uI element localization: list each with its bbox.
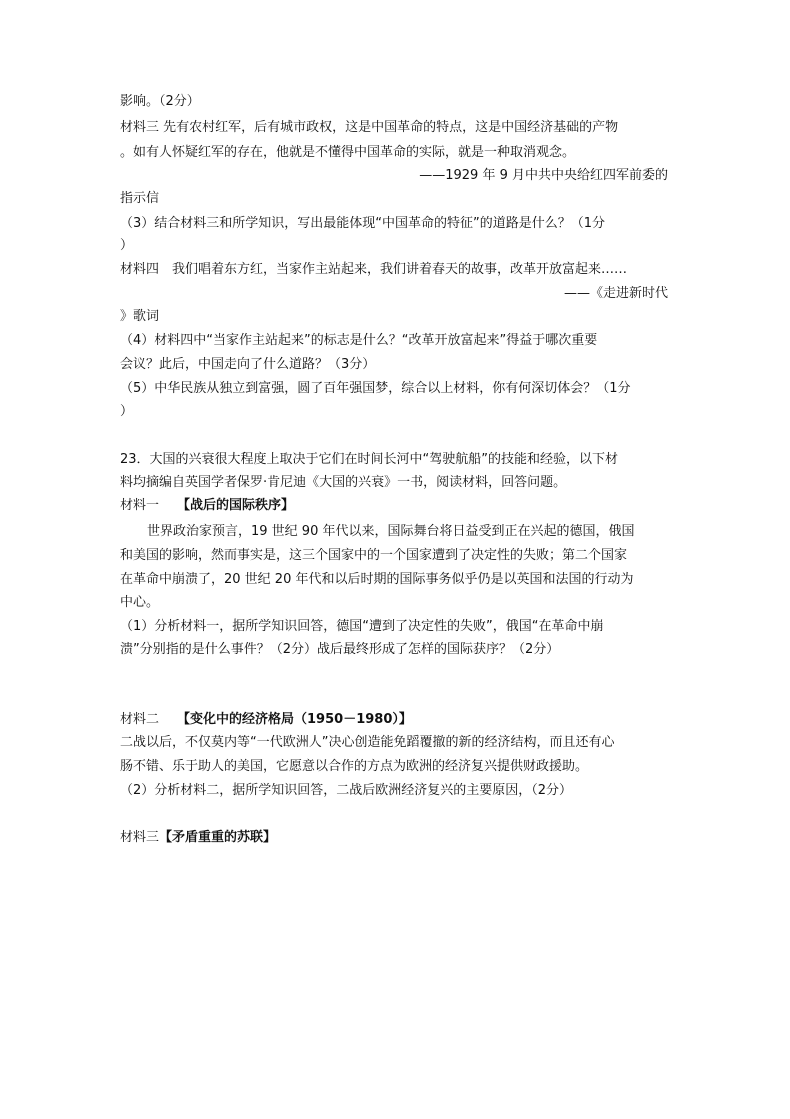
text-line: 。如有人怀疑红军的存在，他就是不懂得中国革命的实际，就是一种取消观念。 [120, 145, 576, 160]
text-line: 材料四 我们唱着东方红，当家作主站起来，我们讲着春天的故事，改革开放富起来…… [120, 262, 628, 277]
paragraph-line: 世界政治家预言，19 世纪 90 年代以来，国际舞台将日益受到正在兴起的德国，俄国 [147, 524, 635, 539]
question-23: 23．大国的兴衰很大程度上取决于它们在时间长河中“驾驶航船”的技能和经验，以下材 [120, 452, 619, 467]
source-attribution: ——1929 年 9 月中共中央给红四军前委的 [419, 168, 668, 183]
material-heading [120, 496, 680, 516]
material-title: 【变化中的经济格局（1950－1980）】 [177, 712, 412, 727]
source-attribution: ——《走进新时代 [563, 286, 668, 301]
question-23-1: （1）分析材料一，据所学知识回答，德国“遭到了决定性的失败”，俄国“在革命中崩 [120, 619, 604, 634]
text-line: 料均摘编自英国学者保罗·肯尼迪《大国的兴衰》一书，阅读材料，回答问题。 [120, 475, 567, 490]
text-line: 》歌词 [120, 309, 160, 324]
material-heading [120, 828, 680, 848]
material-label: 材料三 [120, 830, 160, 845]
question-5: （5）中华民族从独立到富强，圆了百年强国梦，综合以上材料，你有何深切体会？（1分 [120, 381, 631, 396]
material-label: 材料一 [120, 498, 160, 513]
text-line: 二战以后，不仅莫内等“一代欧洲人”决心创造能免蹈覆撤的新的经济结构，而且还有心 [120, 735, 615, 750]
material-label: 材料二 [120, 712, 160, 727]
question-4: （4）材料四中“当家作主站起来”的标志是什么？“改革开放富起来”得益于哪次重要 [120, 333, 598, 348]
question-3: （3）结合材料三和所学知识，写出最能体现“中国革命的特征”的道路是什么？（1分 [120, 216, 606, 231]
question-23-2: （2）分析材料二，据所学知识回答，二战后欧洲经济复兴的主要原因，（2分） [120, 783, 573, 798]
text-line: 影响。（2分） [120, 94, 200, 109]
text-line: 肠不错、乐于助人的美国，它愿意以合作的方点为欧洲的经济复兴提供财政援助。 [120, 759, 589, 774]
text-line: 指示信 [120, 191, 160, 206]
text-line: 材料三 先有农村红军，后有城市政权，这是中国革命的特点，这是中国经济基础的产物 [120, 120, 619, 135]
text-line: 溃”分别指的是什么事件？（2分）战后最终形成了怎样的国际获序？（2分） [120, 642, 560, 657]
text-line: 和美国的影响，然而事实是，这三个国家中的一个国家遭到了决定性的失败；第二个国家 [120, 548, 628, 563]
material-heading [120, 710, 680, 730]
text-line: ） [120, 404, 134, 419]
material-title: 【矛盾重重的苏联】 [159, 830, 277, 845]
text-line: 中心。 [120, 595, 160, 610]
material-title: 【战后的国际秩序】 [177, 498, 295, 513]
text-line: 会议？此后，中国走向了什么道路？（3分） [120, 357, 376, 372]
text-line: 在革命中崩溃了，20 世纪 20 年代和以后时期的国际事务似乎仍是以英国和法国的行动为 [120, 572, 634, 587]
text-line: ） [120, 238, 134, 253]
